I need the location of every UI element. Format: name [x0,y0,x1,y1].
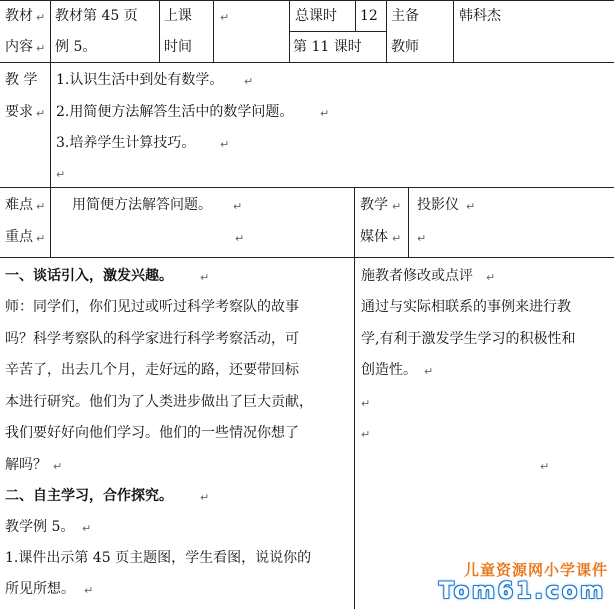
key-points-label-line1: 难点 [5,197,33,213]
total-lessons-value: 12 [360,8,378,24]
notes-title: 施教者修改或点评 [361,268,473,284]
paragraph-mark: ↵ [235,232,245,245]
material-value-line1: 教材第 45 页 [55,8,138,24]
paragraph-mark: ↵ [320,107,330,120]
lesson-number: 第 11 课时 [293,39,362,55]
paragraph-mark: ↵ [200,491,210,504]
courseware-line-2: 所见所想。 [5,581,75,597]
paragraph-mark: ↵ [361,428,371,441]
key-points-label-line2: 重点 [5,229,33,245]
paragraph-mark: ↵ [424,365,434,378]
notes-line-3: 创造性。 [361,362,417,378]
material-label-line2: 内容 [5,39,33,55]
preparer-label-line2: 教师 [391,39,419,55]
watermark-english-text: Tom61.com [438,579,606,604]
section1-line-5: 我们要好好向他们学习。他们的一些情况你想了 [5,425,299,441]
preparer-label-line1: 主备 [391,8,419,24]
objective-item-1: 1.认识生活中到处有数学。 [56,72,224,88]
notes-line-1: 通过与实际相联系的事例来进行教 [361,299,571,315]
example-line: 教学例 5。 [5,519,75,535]
media-label-line1: 教学 [360,197,388,213]
paragraph-mark: ↵ [361,397,371,410]
media-label-line2: 媒体 [360,229,388,245]
section1-line-6: 解吗？ [5,457,47,473]
paragraph-mark: ↵ [220,11,230,24]
section1-title: 一、谈话引入，激发兴趣。 [5,268,173,284]
paragraph-mark: ↵ [244,75,254,88]
paragraph-mark: ↵ [417,232,427,245]
section1-line-1: 师：同学们，你们见过或听过科学考察队的故事 [5,299,299,315]
paragraph-mark: ↵ [36,42,46,55]
key-points-text: 用简便方法解答问题。 [72,197,212,213]
preparer-name: 韩科杰 [459,8,501,24]
paragraph-mark: ↵ [36,107,46,120]
paragraph-mark: ↵ [82,522,92,535]
paragraph-mark: ↵ [540,460,550,473]
notes-line-2: 学,有利于激发学生学习的积极性和 [361,331,576,347]
paragraph-mark: ↵ [392,200,402,213]
paragraph-mark: ↵ [84,584,94,597]
objectives-label-line1: 教 学 [5,72,38,88]
material-value-line2: 例 5。 [55,39,97,55]
paragraph-mark: ↵ [466,200,476,213]
watermark-chinese-text: 儿童资源网小学课件 [463,561,608,579]
section1-line-4: 本进行研究。他们为了人类进步做出了巨大贡献， [5,394,313,410]
material-label-line1: 教材 [5,8,33,24]
class-time-label-line1: 上课 [164,8,192,24]
paragraph-mark: ↵ [56,168,66,181]
media-value: 投影仪 [417,197,459,213]
paragraph-mark: ↵ [36,232,46,245]
paragraph-mark: ↵ [53,460,63,473]
paragraph-mark: ↵ [36,11,46,24]
paragraph-mark: ↵ [392,232,402,245]
section1-line-2: 吗？科学考察队的科学家进行科学考察活动，可 [5,331,299,347]
objective-item-2: 2.用简便方法解答生活中的数学问题。 [56,104,294,120]
paragraph-mark: ↵ [486,271,496,284]
objective-item-3: 3.培养学生计算技巧。 [56,135,196,151]
section1-line-3: 辛苦了，出去几个月，走好远的路，还要带回标 [5,362,299,378]
objectives-label-line2: 要求 [5,104,33,120]
paragraph-mark: ↵ [220,138,230,151]
paragraph-mark: ↵ [233,200,243,213]
total-lessons-label: 总课时 [295,8,337,24]
site-watermark-logo [396,559,610,607]
class-time-label-line2: 时间 [164,39,192,55]
paragraph-mark: ↵ [200,271,210,284]
section2-title: 二、自主学习，合作探究。 [5,488,173,504]
courseware-line-1: 1.课件出示第 45 页主题图，学生看图，说说你的 [5,550,312,566]
paragraph-mark: ↵ [36,200,46,213]
